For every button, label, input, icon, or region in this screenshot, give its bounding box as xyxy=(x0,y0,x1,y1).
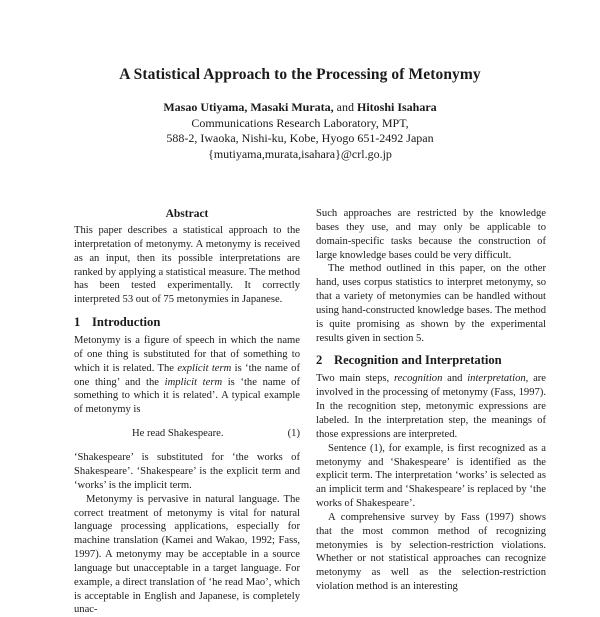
section2-paragraph-1 xyxy=(316,372,546,441)
author-names xyxy=(0,100,600,116)
right-paragraph-1: Such approaches are restricted by the knowledge bases they use, and may only be applicable to domain-specific tasks because the construction of large knowledge bases could be very difficult. xyxy=(316,208,546,261)
explicit-term-emphasis: explicit term xyxy=(177,362,232,374)
s2-p1-text-c: , are involved in the processing of metonymy (Fass, 1997). In the recognition step, metonymic expressions are labeled. In the interpretation step, the meanings of those expressions are interpreted. xyxy=(316,373,546,440)
recognition-emphasis: recognition xyxy=(393,373,443,385)
section-2-number: 2 xyxy=(316,353,323,368)
address: 588-2, Iwaoka, Nishi-ku, Kobe, Hyogo 651-2492 Japan xyxy=(166,131,434,146)
intro-paragraph-3: Metonymy is pervasive in natural language. The correct treatment of metonymy is vital for natural language processing applications, especially for machine translation (Kamei and Wakao, 1992; Fass, 1997). A metonymy may be acceptable in a source language but unacceptable in a target language. For example, a direct translation of ‘he read Mao’, which is acceptable in English and Japanese, is completely unac- xyxy=(74,493,300,616)
right-paragraph-2: The method outlined in this paper, on the other hand, uses corpus statistics to interpret metonymy, so that a variety of metonymies can be handled without using hand-constructed knowledge bases. The method is quite promising as shown by the experimental results given in section 5. xyxy=(316,263,546,344)
abstract-text: This paper describes a statistical approach to the interpretation of metonymy. A metonymy is received as an input, then its possible interpretations are ranked by applying a statistical measure. The method has been tested experimentally. It correctly interpreted 53 out of 75 metonymies in Japanese. xyxy=(74,225,300,306)
author-1: Masao Utiyama, xyxy=(163,100,248,114)
example-sentence-1 xyxy=(74,427,300,441)
intro-p1-text-a: Metonymy is a figure of speech in which the name of one thing is substituted for that of something to which it is related. The xyxy=(74,335,300,374)
example-number: (1) xyxy=(287,428,300,440)
author-conjunction: and xyxy=(336,100,354,114)
implicit-term-emphasis: implicit term xyxy=(164,376,223,388)
author-block xyxy=(0,100,600,162)
email: {mutiyama,murata,isahara}@crl.go.jp xyxy=(208,146,392,161)
intro-paragraph-2: ‘Shakespeare’ is substituted for ‘the works of Shakespeare’. ‘Shakespeare’ is the explicit term and ‘works’ is the implicit term. xyxy=(74,452,300,491)
author-2: Masaki Murata, xyxy=(250,100,334,114)
right-column xyxy=(316,207,546,594)
author-3: Hitoshi Isahara xyxy=(356,100,437,114)
paper-title: A Statistical Approach to the Processing of Metonymy xyxy=(119,66,481,83)
section2-paragraph-3: A comprehensive survey by Fass (1997) shows that the most common method of recognizing metonymies is by selection-restriction violations. Whether or not statistical approaches can recognize metonymy as well as the selection-restriction violation method is an interesting xyxy=(316,511,546,593)
section-1-title: Introduction xyxy=(92,315,161,330)
section-2-title: Recognition and Interpretation xyxy=(334,353,502,368)
affiliation: Communications Research Laboratory, MPT, xyxy=(191,115,409,130)
interpretation-emphasis: interpretation xyxy=(467,373,526,385)
abstract-heading: Abstract xyxy=(165,208,209,220)
section-1-heading xyxy=(74,315,300,330)
section-1-number: 1 xyxy=(74,315,81,330)
intro-paragraph-1 xyxy=(74,334,300,417)
example-sentence-text: He read Shakespeare. xyxy=(132,428,224,440)
section-2-heading xyxy=(316,353,546,368)
s2-p1-text-a: Two main steps, xyxy=(316,373,394,385)
intro-p1-text-b: is ‘the name of one thing’ and the xyxy=(74,362,300,388)
s2-p1-text-b: and xyxy=(442,373,468,385)
section2-paragraph-2: Sentence (1), for example, is first recognized as a metonymy and ‘Shakespeare’ is identified as the explicit term. The interpretation ‘works’ is selected as an implicit term and ‘Shakespeare’ is replaced by ‘the works of Shakespeare’. xyxy=(316,442,546,510)
intro-p1-text-c: is ‘the name of something to which it is related’. A typical example of metonymy is xyxy=(74,376,300,416)
left-column xyxy=(74,207,300,617)
